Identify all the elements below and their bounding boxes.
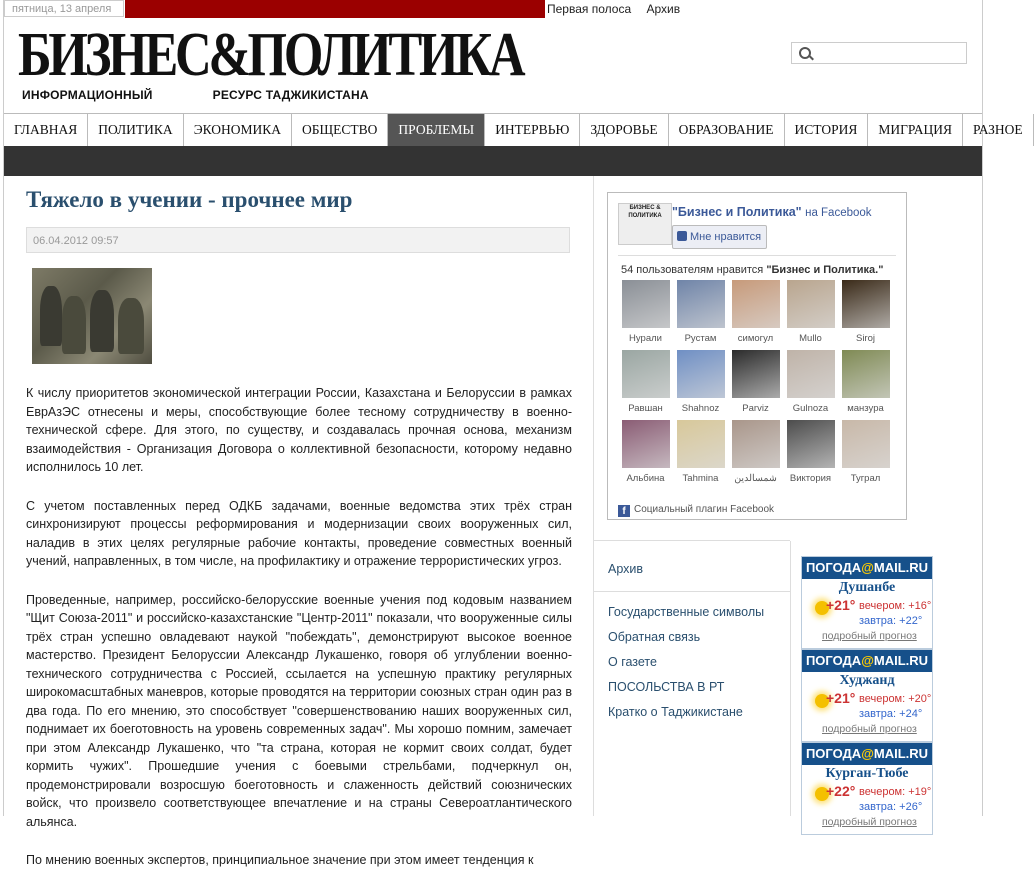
fan-name[interactable]: Gulnoza: [792, 403, 829, 414]
weather-now: +22°: [826, 783, 856, 799]
fan-profile[interactable]: [838, 280, 893, 346]
logo-tagline: ИНФОРМАЦИОННЫЙ РЕСУРС ТАДЖИКИСТАНА: [22, 88, 369, 102]
divider: [594, 540, 790, 541]
search-input[interactable]: [814, 45, 966, 63]
weather-now: +21°: [826, 597, 856, 613]
fan-avatar[interactable]: [622, 350, 670, 398]
fan-profile[interactable]: [728, 280, 783, 346]
fan-profile[interactable]: [728, 350, 783, 416]
fan-avatar[interactable]: [677, 350, 725, 398]
front-page-link[interactable]: Первая полоса: [547, 2, 632, 16]
nav-item[interactable]: ОБРАЗОВАНИЕ: [669, 114, 785, 146]
weather-tomorrow: завтра: +22°: [859, 615, 923, 627]
nav-item[interactable]: ГЛАВНАЯ: [4, 114, 88, 146]
fan-name[interactable]: شمسالدين: [734, 473, 777, 484]
weather-column: [801, 556, 933, 835]
fan-name[interactable]: манзура: [847, 403, 884, 414]
nav-item[interactable]: ИНТЕРВЬЮ: [485, 114, 580, 146]
fan-profile[interactable]: [728, 420, 783, 486]
fan-name[interactable]: Parviz: [742, 403, 769, 414]
fan-avatar[interactable]: [842, 350, 890, 398]
fan-avatar[interactable]: [842, 420, 890, 468]
sidebar-link-tajikistan[interactable]: Кратко о Таджикистане: [608, 705, 743, 719]
fan-name[interactable]: симогул: [737, 333, 774, 344]
fans-count: 54 пользователям нравится "Бизнес и Политика.": [621, 264, 884, 276]
thumbs-up-icon: [677, 231, 687, 241]
fan-avatar[interactable]: [842, 280, 890, 328]
fan-name[interactable]: Tahmina: [682, 473, 719, 484]
weather-evening: вечером: +16°: [859, 600, 932, 612]
weather-widget[interactable]: [801, 556, 933, 649]
facebook-icon: f: [618, 505, 630, 517]
article-paragraph: К числу приоритетов экономической интеграции России, Казахстана и Белоруссии в рамках ЕврАзЭС отнесены и меры, способствующие более тесному сотрудничеству в военно-технической сфере. Для этого, по существу, и создавалась прочная основа, механизм взаимодействия - Организация Договора о коллективной безопасности, которому недавно исполнилось 10 лет.: [26, 386, 572, 474]
article: [26, 186, 572, 870]
weather-brand: ПОГОДА@MAIL.RU: [802, 650, 932, 672]
fan-profile[interactable]: [618, 420, 673, 486]
divider: [594, 591, 790, 592]
like-button[interactable]: Мне нравится: [672, 225, 767, 249]
weather-brand: ПОГОДА@MAIL.RU: [802, 557, 932, 579]
facebook-widget: [607, 192, 907, 520]
weather-brand: ПОГОДА@MAIL.RU: [802, 743, 932, 765]
fan-name[interactable]: Нурали: [629, 333, 662, 344]
fan-profile[interactable]: [838, 420, 893, 486]
fan-avatar[interactable]: [622, 280, 670, 328]
fans-grid: [618, 280, 903, 486]
sidebar-link-embassies[interactable]: ПОСОЛЬСТВА В РТ: [608, 680, 725, 694]
fan-profile[interactable]: [618, 280, 673, 346]
divider: [618, 255, 896, 256]
fan-name[interactable]: Shahnoz: [681, 403, 720, 414]
article-paragraph: Проведенные, например, российско-белорусские военные учения под кодовым названием "Щит Союза-2011" и российско-казахстанские "Центр-2011" показали, что вооруженные силы трёх стран успешно овладевают наукой "побеждать", демонстрируют высокое военное мастерство. Президент Белоруссии Александр Лукашенко, говоря об углублении военно-технического сотрудничества с Россией, ссылается на успешную практику регулярных широкомасштабных маневров, которые проводятся на территории союзных стран один раз в два года. По его мнению, это способствует "совершенствованию наших вооруженных сил, поднимает их боеготовность на уровень современных задач". Мы хорошо помним, замечает при этом Александр Лукашенко, что "та страна, которая не кормит своих солдат, будет кормить чужих". Прошедшие учения с боевыми стрельбами, подчеркнул он, продемонстрировали возросшую боеготовность и слаженность действий союзнических войск, что произвело соответствующее впечатление и на страны Североатлантического альянса.: [26, 592, 572, 829]
logo-title: БИЗНЕС&ПОЛИТИКА: [18, 21, 523, 89]
column-divider: [790, 541, 791, 816]
weather-forecast-link[interactable]: подробный прогноз: [822, 723, 917, 735]
current-date: пятница, 13 апреля: [4, 0, 124, 17]
weather-city: Курган-Тюбе: [825, 766, 909, 781]
sidebar-link-feedback[interactable]: Обратная связь: [608, 630, 701, 644]
sub-nav-bar: [4, 146, 982, 176]
fan-name[interactable]: Равшан: [628, 403, 663, 414]
fan-profile[interactable]: [673, 280, 728, 346]
weather-evening: вечером: +19°: [859, 786, 932, 798]
fan-avatar[interactable]: [622, 420, 670, 468]
top-red-bar: [125, 0, 545, 18]
main-nav: [4, 113, 1023, 147]
fan-profile[interactable]: [838, 350, 893, 416]
fan-avatar[interactable]: [787, 350, 835, 398]
top-bar: [4, 0, 982, 18]
fan-name[interactable]: Mullo: [799, 333, 822, 344]
facebook-page-name[interactable]: "Бизнес и Политика" на Facebook: [672, 205, 872, 219]
nav-item[interactable]: ПРОБЛЕМЫ: [388, 114, 485, 146]
nav-item[interactable]: ОБЩЕСТВО: [292, 114, 388, 146]
weather-widget[interactable]: [801, 742, 933, 835]
sidebar-link-about[interactable]: О газете: [608, 655, 657, 669]
search-box[interactable]: [791, 42, 967, 64]
fan-name[interactable]: Виктория: [789, 473, 832, 484]
fan-name[interactable]: Альбина: [626, 473, 665, 484]
sidebar-link-symbols[interactable]: Государственные символы: [608, 605, 765, 619]
facebook-page-logo[interactable]: БИЗНЕС & ПОЛИТИКА: [618, 203, 672, 245]
nav-item[interactable]: ПОЛИТИКА: [88, 114, 183, 146]
fan-avatar[interactable]: [677, 280, 725, 328]
fan-avatar[interactable]: [732, 280, 780, 328]
article-paragraph: С учетом поставленных перед ОДКБ задачами, военные ведомства этих трёх стран синхронизируют процессы реформирования и модернизации своих вооруженных сил, наладив в этих целях регулярные рабочие контакты, проведение совместных военный учений, направленных, в том числе, на профилактику и отражение террористических угроз.: [26, 498, 572, 568]
fan-avatar[interactable]: [787, 280, 835, 328]
weather-widget[interactable]: [801, 649, 933, 742]
weather-now: +21°: [826, 690, 856, 706]
sidebar-link-archive[interactable]: Архив: [608, 562, 644, 576]
nav-item[interactable]: ЗДОРОВЬЕ: [580, 114, 668, 146]
fan-name[interactable]: Рустам: [684, 333, 717, 344]
page-frame: [3, 0, 1023, 867]
fan-avatar[interactable]: [787, 420, 835, 468]
weather-city: Худжанд: [839, 673, 895, 688]
search-icon[interactable]: [799, 47, 811, 59]
nav-item[interactable]: ИСТОРИЯ: [785, 114, 869, 146]
fan-profile[interactable]: [673, 420, 728, 486]
fan-avatar[interactable]: [732, 350, 780, 398]
weather-evening: вечером: +20°: [859, 693, 932, 705]
article-photo: [32, 268, 152, 364]
fan-profile[interactable]: [618, 350, 673, 416]
weather-tomorrow: завтра: +24°: [859, 708, 923, 720]
fan-avatar[interactable]: [677, 420, 725, 468]
nav-item[interactable]: МИГРАЦИЯ: [868, 114, 963, 146]
fan-profile[interactable]: [673, 350, 728, 416]
article-title: Тяжело в учении - прочнее мир: [26, 187, 353, 212]
nav-item[interactable]: РАЗНОЕ: [963, 114, 1034, 146]
archive-top-link[interactable]: Архив: [646, 2, 681, 16]
facebook-plugin-footer[interactable]: f Социальный плагин Facebook: [618, 504, 774, 517]
nav-item[interactable]: ЭКОНОМИКА: [184, 114, 292, 146]
site-logo[interactable]: [18, 20, 523, 112]
weather-forecast-link[interactable]: подробный прогноз: [822, 816, 917, 828]
fan-profile[interactable]: [783, 280, 838, 346]
sidebar-links: [608, 560, 788, 728]
weather-tomorrow: завтра: +26°: [859, 801, 923, 813]
weather-city: Душанбе: [838, 580, 896, 595]
fan-name[interactable]: Туграл: [850, 473, 881, 484]
article-paragraph: По мнению военных экспертов, принципиальное значение при этом имеет тенденция к: [26, 853, 534, 867]
fan-profile[interactable]: [783, 420, 838, 486]
fan-avatar[interactable]: [732, 420, 780, 468]
column-divider: [593, 176, 594, 816]
fan-profile[interactable]: [783, 350, 838, 416]
weather-forecast-link[interactable]: подробный прогноз: [822, 630, 917, 642]
article-datetime: 06.04.2012 09:57: [26, 227, 570, 253]
top-links: [547, 2, 692, 16]
fan-name[interactable]: Siroj: [855, 333, 875, 344]
